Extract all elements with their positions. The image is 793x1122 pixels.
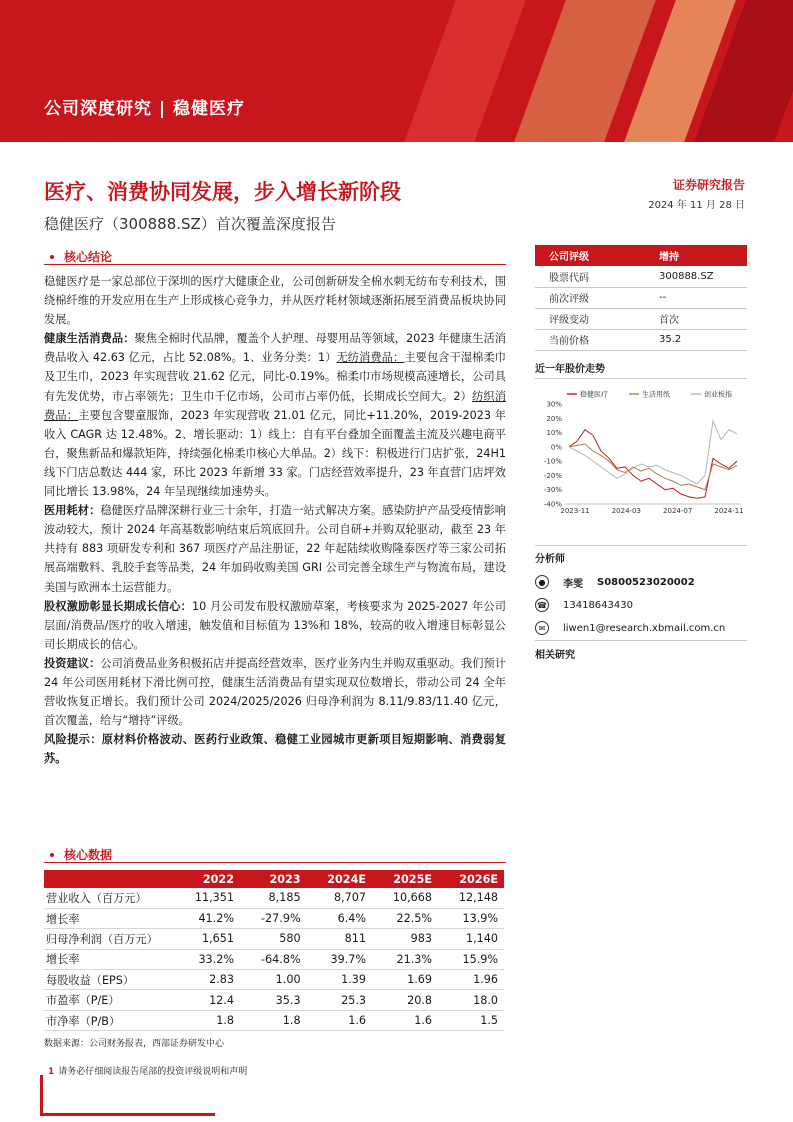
- section-divider: [44, 264, 506, 265]
- y-tick-label: -20%: [543, 471, 562, 480]
- table-cell: 15.9%: [438, 949, 504, 969]
- analyst-email[interactable]: liwen1@research.xbmail.com.cn: [563, 622, 726, 634]
- x-tick-label: 2024-03: [611, 507, 641, 515]
- table-cell: -64.8%: [240, 949, 307, 969]
- table-cell: 35.3: [240, 990, 307, 1010]
- table-header: 2026E: [438, 870, 504, 888]
- x-tick-label: 2024-11: [714, 507, 744, 515]
- rating-row: [535, 308, 747, 329]
- table-row: [44, 1010, 504, 1030]
- section-data-label: 核心数据: [64, 848, 113, 862]
- rating-row: [535, 245, 747, 266]
- side-divider: [535, 378, 747, 379]
- legend-label: 创业板指: [704, 390, 732, 399]
- table-row: [44, 990, 504, 1010]
- table-cell: 1.39: [307, 970, 372, 990]
- paragraph-incentive: [44, 597, 506, 654]
- section-core-heading: [44, 248, 112, 265]
- person-icon: ●: [535, 575, 549, 589]
- table-cell: 12.4: [174, 990, 240, 1010]
- y-tick-label: 0%: [550, 443, 562, 452]
- section-data-heading: [44, 846, 112, 863]
- page-number: 1: [48, 1067, 55, 1077]
- table-cell: 13.9%: [438, 908, 504, 928]
- row-label: 市净率（P/B）: [44, 1010, 174, 1030]
- table-row: [44, 888, 504, 908]
- section-divider: [44, 862, 506, 863]
- table-cell: 41.2%: [174, 908, 240, 928]
- paragraph-invest: [44, 654, 506, 730]
- table-cell: 1.5: [438, 1010, 504, 1030]
- table-cell: 1,651: [174, 929, 240, 949]
- row-label: 归母净利润（百万元）: [44, 929, 174, 949]
- analyst-phone-row: [535, 595, 633, 615]
- table-cell: 18.0: [438, 990, 504, 1010]
- side-divider: [535, 640, 747, 641]
- y-tick-label: 30%: [546, 400, 562, 409]
- series-line: [569, 421, 737, 484]
- table-cell: 11,351: [174, 888, 240, 908]
- header-banner: [0, 0, 793, 142]
- bullet-icon: [50, 853, 54, 857]
- table-cell: 39.7%: [307, 949, 372, 969]
- rating-row: [535, 287, 747, 308]
- x-tick-label: 2023-11: [560, 507, 590, 515]
- table-cell: 21.3%: [372, 949, 438, 969]
- rating-value: 首次: [645, 308, 747, 329]
- row-label: 营业收入（百万元）: [44, 888, 174, 908]
- paragraph-intro: 稳健医疗是一家总部位于深圳的医疗大健康企业，公司创新研发全棉水刺无纺布专利技术，围绕棉纤维的开发应用在生产上形成核心竞争力，并从医疗耗材领域逐渐拓展至消费品板块协同发展。: [44, 275, 506, 327]
- core-conclusion-body: [44, 272, 506, 768]
- rating-label: 当前价格: [535, 329, 645, 350]
- paragraph-text: 聚焦全棉时代品牌，覆盖个人护理、母婴用品等领域，2023 年健康生活消费品收入 42.63 亿元，占比 52.08%。1、业务分类：1）: [44, 332, 506, 365]
- rating-value: 35.2: [645, 329, 747, 350]
- table-header: 2022: [174, 870, 240, 888]
- side-divider: [535, 545, 747, 546]
- price-trend-chart: [535, 386, 747, 518]
- paragraph-text: 主要包含婴童服饰，2023 年实现营收 21.01 亿元，同比+11.20%，2019-2023 年收入 CAGR 达 12.48%。2、增长驱动：1）线上：自有平台叠加全面覆盖主流及兴趣电商平台，聚焦新品和爆款矩阵，持续强化棉柔巾核心大单品。2）线下：积极进行门店扩张，24H1 线下门店总数达 444 家，环比 2023 年新增 33 家。门店经营效率提升，23 年直营门店坪效同比增长 13.98%，24 年呈现继续加速势头。: [44, 408, 507, 499]
- y-tick-label: 20%: [546, 414, 562, 423]
- table-header: 2023: [240, 870, 307, 888]
- table-cell: 1.6: [307, 1010, 372, 1030]
- footer: [48, 1064, 247, 1077]
- row-label: 每股收益（EPS）: [44, 970, 174, 990]
- rating-label: 前次评级: [535, 287, 645, 308]
- paragraph-text: 主要包含干湿棉柔巾及卫生巾，2023 年实现营收 21.62 亿元，同比-0.19%。棉柔巾市场规模高速增长，公司具有先发优势，市占率领先；卫生巾千亿市场，公司市占率仍低，长期成长空间大。2）: [44, 351, 506, 403]
- phone-icon: ☎: [535, 598, 549, 612]
- report-date: 2024 年 11 月 28 日: [648, 200, 745, 211]
- table-cell: 33.2%: [174, 949, 240, 969]
- paragraph-consumer: [44, 329, 506, 501]
- table-cell: 1.6: [372, 1010, 438, 1030]
- row-label: 增长率: [44, 908, 174, 928]
- rating-label: 公司评级: [535, 245, 645, 266]
- price-chart-title: 近一年股价走势: [535, 364, 605, 375]
- table-cell: 22.5%: [372, 908, 438, 928]
- related-research-title: 相关研究: [535, 650, 575, 661]
- table-header: 2024E: [307, 870, 372, 888]
- table-cell: 8,707: [307, 888, 372, 908]
- analyst-title: 分析师: [535, 554, 565, 565]
- mail-icon: ✉: [535, 621, 549, 635]
- footer-note: 请务必仔细阅读报告尾部的投资评级说明和声明: [58, 1067, 248, 1077]
- data-source: 数据来源：公司财务报表，西部证券研发中心: [44, 1039, 225, 1049]
- paragraph-text: 10 月公司发布股权激励草案，考核要求为 2025-2027 年公司层面/消费品/医疗的收入增速，触发值和目标值为 13%和 18%，较高的收入增速目标彰显公司长期成长的信心。: [44, 599, 506, 651]
- row-label: 增长率: [44, 949, 174, 969]
- paragraph-risk: [44, 730, 506, 768]
- table-cell: 2.83: [174, 970, 240, 990]
- paragraph-medical: [44, 501, 506, 596]
- table-cell: 1,140: [438, 929, 504, 949]
- rating-value: --: [645, 287, 747, 308]
- report-type: 证券研究报告: [672, 178, 745, 192]
- paragraph-head: 风险提示：: [44, 733, 102, 747]
- table-header: [44, 870, 174, 888]
- table-header: 2025E: [372, 870, 438, 888]
- row-label: 市盈率（P/E）: [44, 990, 174, 1010]
- table-cell: 983: [372, 929, 438, 949]
- y-tick-label: 10%: [546, 429, 562, 438]
- core-data-table: [44, 870, 504, 1031]
- table-cell: 1.8: [240, 1010, 307, 1030]
- paragraph-underline: 纺织消费品：: [44, 389, 506, 422]
- table-cell: 811: [307, 929, 372, 949]
- table-header-row: [44, 870, 504, 888]
- rating-row: [535, 266, 747, 287]
- analyst-email-row: [535, 618, 725, 638]
- rating-label: 股票代码: [535, 266, 645, 287]
- paragraph-head: 健康生活消费品：: [44, 332, 135, 346]
- table-cell: -27.9%: [240, 908, 307, 928]
- banner-title: 公司深度研究 | 稳健医疗: [44, 99, 246, 119]
- analyst-license: S0800523020002: [597, 576, 695, 588]
- series-line: [569, 430, 737, 499]
- table-row: [44, 908, 504, 928]
- footer-accent: [40, 1113, 215, 1116]
- table-cell: 20.8: [372, 990, 438, 1010]
- table-cell: 6.4%: [307, 908, 372, 928]
- legend-label: 稳健医疗: [580, 390, 608, 399]
- table-row: [44, 949, 504, 969]
- x-tick-label: 2024-07: [663, 507, 693, 515]
- y-tick-label: -30%: [543, 486, 562, 495]
- paragraph-underline: 无纺消费品：: [336, 351, 405, 365]
- footer-accent: [40, 1075, 43, 1115]
- analyst-phone: 13418643430: [563, 599, 633, 611]
- paragraph-head: 股权激励彰显长期成长信心：: [44, 599, 193, 613]
- paragraph-text: 公司消费品业务积极拓店并提高经营效率，医疗业务内生并购双重驱动。我们预计 24 年公司医用耗材下滑比例可控，健康生活消费品有望实现双位数增长，带动公司 24 全年营收恢复正增长。我们预计公司 2024/2025/2026 归母净利润为 8.11/9.83/11.40 亿元，首次覆盖，给与“增持”评级。: [44, 656, 506, 728]
- paragraph-text: 稳健医疗品牌深耕行业三十余年，打造一站式解决方案。感染防护产品受疫情影响波动较大，预计 2024 年高基数影响结束后筑底回升。公司自研+并购双轮驱动，截至 23 年共持有 883 项研发专利和 367 项医疗产品注册证，22 年起陆续收购隆泰医疗等三家公司拓展高端敷料、乳胶手套等品类，24 年加码收购美国 GRI 公司完善全球生产与物流布局，建设美国与欧洲本土运营能力。: [44, 504, 506, 594]
- paragraph-text: 原材料价格波动、医药行业政策、稳健工业园城市更新项目短期影响、消费弱复苏。: [44, 733, 506, 766]
- rating-value: 增持: [645, 245, 747, 266]
- table-cell: 8,185: [240, 888, 307, 908]
- analyst-name-row: [535, 572, 695, 592]
- table-cell: 10,668: [372, 888, 438, 908]
- y-tick-label: -10%: [543, 457, 562, 466]
- paragraph-head: 投资建议：: [44, 656, 101, 670]
- rating-row: [535, 329, 747, 350]
- table-cell: 12,148: [438, 888, 504, 908]
- table-cell: 1.00: [240, 970, 307, 990]
- table-cell: 1.69: [372, 970, 438, 990]
- legend-label: 生活用纸: [642, 390, 670, 399]
- y-tick-label: -40%: [543, 500, 562, 509]
- table-cell: 25.3: [307, 990, 372, 1010]
- table-cell: 1.96: [438, 970, 504, 990]
- paragraph-head: 医用耗材：: [44, 504, 101, 518]
- rating-value: 300888.SZ: [645, 266, 747, 287]
- bullet-icon: [50, 255, 54, 259]
- banner-stripe: [404, 0, 526, 142]
- table-cell: 1.8: [174, 1010, 240, 1030]
- table-row: [44, 929, 504, 949]
- report-subtitle: 稳健医疗（300888.SZ）首次覆盖深度报告: [44, 215, 336, 233]
- rating-label: 评级变动: [535, 308, 645, 329]
- series-line: [569, 444, 737, 490]
- section-core-label: 核心结论: [64, 250, 113, 264]
- table-cell: 580: [240, 929, 307, 949]
- analyst-name: 李雯: [563, 578, 583, 590]
- rating-table: [535, 245, 747, 351]
- report-title: 医疗、消费协同发展，步入增长新阶段: [44, 179, 401, 204]
- table-row: [44, 970, 504, 990]
